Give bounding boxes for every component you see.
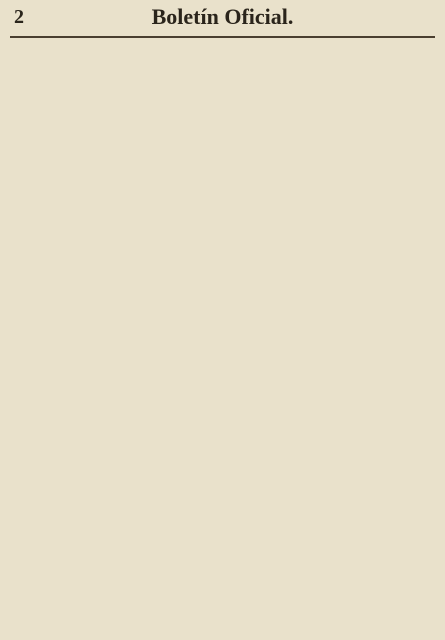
newspaper-title: Boletín Oficial. [151,4,294,29]
page-number: 2 [14,6,24,28]
masthead [0,0,445,36]
masthead-rule [10,36,435,38]
